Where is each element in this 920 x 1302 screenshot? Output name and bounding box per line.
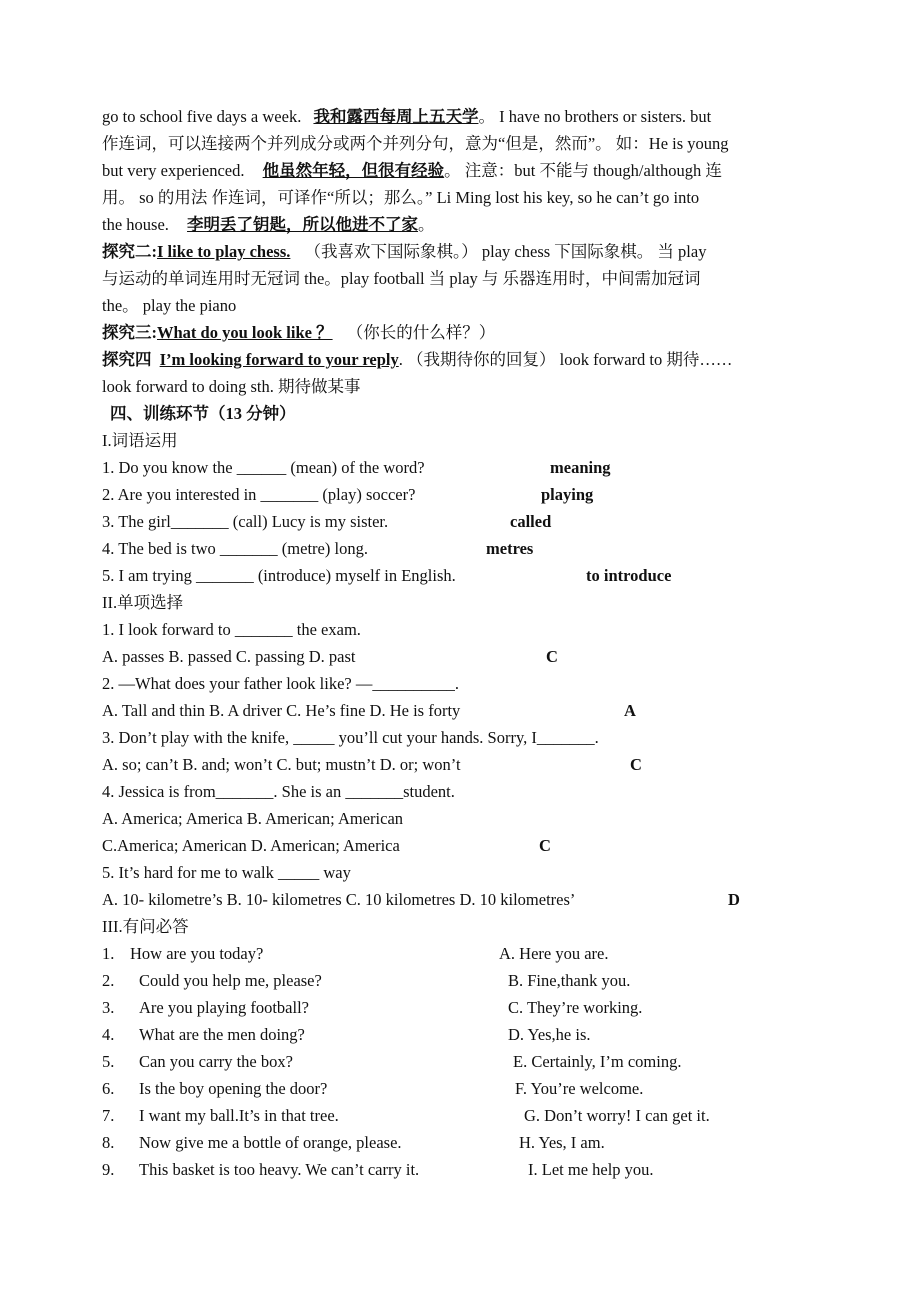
part2-question: 2. —What does your father look like? —__________.	[102, 674, 459, 693]
part1-question: 1. Do you know the ______ (mean) of the word?	[102, 458, 425, 477]
part2-answer: A	[624, 701, 636, 720]
part3-answer: C. They’re working.	[508, 998, 643, 1017]
part2-question: 5. It’s hard for me to walk _____ way	[102, 863, 351, 882]
part3-question-number: 8.	[102, 1133, 115, 1152]
part3-question-number: 5.	[102, 1052, 115, 1071]
part3-question-number: 1.	[102, 944, 115, 963]
intro-text: 。	[418, 215, 435, 234]
intro-text: go to school five days a week.	[102, 107, 302, 126]
part3-question: I want my ball.It’s in that tree.	[139, 1106, 339, 1125]
part3-heading: III.有问必答	[102, 917, 189, 936]
part3-question-number: 9.	[102, 1160, 115, 1179]
explore2-line-1	[102, 238, 706, 265]
part2-question: 3. Don’t play with the knife, _____ you’ll cut your hands. Sorry, I_______.	[102, 728, 599, 747]
part3-question-number: 6.	[102, 1079, 115, 1098]
part3-question-number: 4.	[102, 1025, 115, 1044]
part2-heading: II.单项选择	[102, 593, 184, 612]
intro-translation: 李明丢了钥匙，所以他进不了家	[187, 215, 419, 234]
part1-question: 2. Are you interested in _______ (play) soccer?	[102, 485, 416, 504]
explore2-label: 探究二:	[102, 242, 157, 261]
part1-answer: called	[510, 512, 552, 531]
intro-text: but very experienced.	[102, 161, 245, 180]
intro-text: 。 注意：but 不能与 though/although 连	[444, 161, 722, 180]
intro-line-2: 作连词，可以连接两个并列成分或两个并列分句，意为“但是，然而”。 如：He is young	[102, 134, 729, 153]
part3-question: What are the men doing?	[139, 1025, 305, 1044]
part1-answer: playing	[541, 485, 594, 504]
part2-options: A. Tall and thin B. A driver C. He’s fine D. He is forty	[102, 701, 461, 720]
part3-question: This basket is too heavy. We can’t carry it.	[139, 1160, 420, 1179]
part1-answer: meaning	[550, 458, 611, 477]
explore2-line-3: the。 play the piano	[102, 296, 237, 315]
part2-answer: C	[630, 755, 642, 774]
intro-line-1	[102, 103, 711, 130]
part1-question: 5. I am trying _______ (introduce) myself in English.	[102, 566, 456, 585]
part3-answer: A. Here you are.	[499, 944, 609, 963]
part3-answer: G. Don’t worry! I can get it.	[524, 1106, 710, 1125]
explore4-note: . （我期待你的回复） look forward to 期待……	[398, 350, 733, 369]
explore2-note: （我喜欢下国际象棋。） play chess 下国际象棋。 当 play	[304, 242, 707, 261]
explore3-sentence: What do you look like ？	[157, 323, 333, 342]
part3-question-number: 7.	[102, 1106, 115, 1125]
intro-translation: 他虽然年轻，但很有经验	[262, 161, 445, 180]
explore3-note: （你长的什么样？）	[346, 323, 496, 342]
part3-answer: I. Let me help you.	[528, 1160, 654, 1179]
part1-heading: I.词语运用	[102, 431, 178, 450]
part2-options: A. 10- kilometre’s B. 10- kilometres C. 10 kilometres D. 10 kilometres’	[102, 890, 576, 909]
part1-question: 3. The girl_______ (call) Lucy is my sister.	[102, 512, 389, 531]
part3-question: Are you playing football?	[139, 998, 309, 1017]
intro-line-5	[102, 211, 435, 238]
intro-text: 。 I have no brothers or sisters. but	[478, 107, 712, 126]
part2-options: A. so; can’t B. and; won’t C. but; mustn’t D. or; won’t	[102, 755, 461, 774]
intro-line-4: 用。 so 的用法 作连词，可译作“所以；那么。” Li Ming lost his key, so he can’t go into	[102, 188, 700, 207]
part3-answer: H. Yes, I am.	[519, 1133, 605, 1152]
part1-answer: metres	[486, 539, 534, 558]
part2-question: 4. Jessica is from_______. She is an _______student.	[102, 782, 455, 801]
explore3-label: 探究三:	[102, 323, 157, 342]
explore2-sentence: I like to play chess.	[157, 242, 291, 261]
part3-question: How are you today?	[130, 944, 264, 963]
intro-line-3	[102, 157, 722, 184]
section-heading: 四、训练环节（13 分钟）	[110, 404, 296, 423]
explore3-line	[102, 319, 495, 346]
part3-question-number: 3.	[102, 998, 115, 1017]
part2-answer: C	[546, 647, 558, 666]
intro-translation: 我和露西每周上五天学	[313, 107, 479, 126]
explore4-line-2: look forward to doing sth. 期待做某事	[102, 377, 361, 396]
part2-options: C.America; American D. American; America	[102, 836, 400, 855]
intro-text: the house.	[102, 215, 169, 234]
part2-question: 1. I look forward to _______ the exam.	[102, 620, 361, 639]
part3-question: Now give me a bottle of orange, please.	[139, 1133, 402, 1152]
explore2-line-2: 与运动的单词连用时无冠词 the。play football 当 play 与 乐器连用时，中间需加冠词	[102, 269, 701, 288]
part3-answer: F. You’re welcome.	[515, 1079, 644, 1098]
part2-answer: C	[539, 836, 551, 855]
part1-question: 4. The bed is two _______ (metre) long.	[102, 539, 368, 558]
part2-options: A. America; America B. American; American	[102, 809, 404, 828]
part2-options: A. passes B. passed C. passing D. past	[102, 647, 356, 666]
part1-answer: to introduce	[586, 566, 672, 585]
part3-question-number: 2.	[102, 971, 115, 990]
part3-question: Can you carry the box?	[139, 1052, 293, 1071]
part3-question: Could you help me, please?	[139, 971, 322, 990]
part3-question: Is the boy opening the door?	[139, 1079, 328, 1098]
part3-answer: D. Yes,he is.	[508, 1025, 591, 1044]
part3-answer: E. Certainly, I’m coming.	[513, 1052, 682, 1071]
explore4-sentence: I’m looking forward to your reply	[159, 350, 399, 369]
part2-answer: D	[728, 890, 740, 909]
explore4-line-1	[102, 346, 732, 373]
part3-answer: B. Fine,thank you.	[508, 971, 631, 990]
explore4-label: 探究四	[102, 350, 152, 369]
